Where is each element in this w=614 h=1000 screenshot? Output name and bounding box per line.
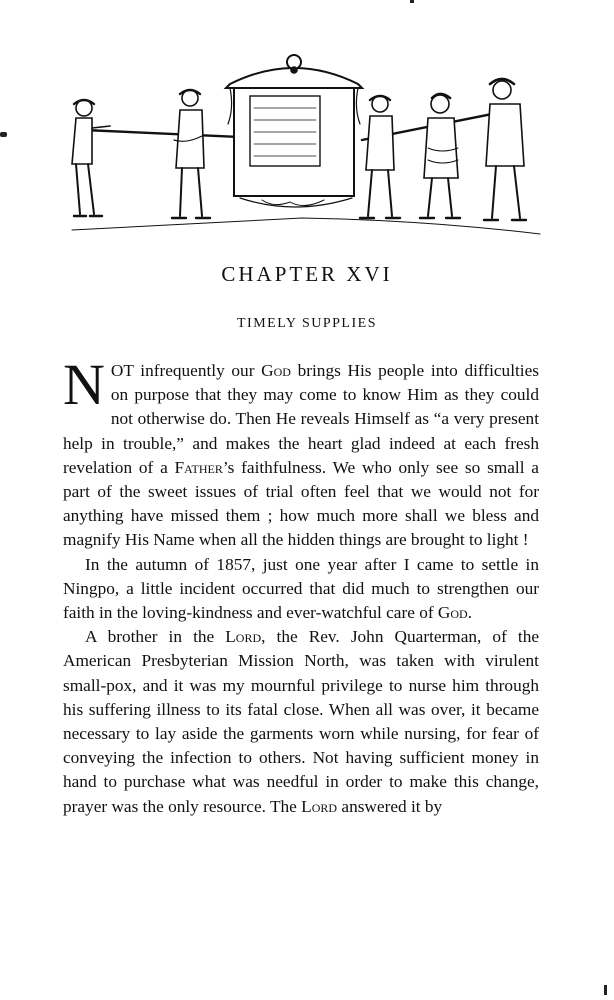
bearer-5 [484, 79, 526, 220]
section-title: TIMELY SUPPLIES [237, 316, 377, 331]
text-run: A brother in the [85, 627, 226, 647]
paragraph [63, 553, 539, 626]
small-caps-word: Father [174, 457, 223, 477]
chapter-title: CHAPTER XVI [221, 262, 393, 286]
body-text [63, 352, 540, 819]
ground-line [72, 218, 540, 234]
bearer-4 [420, 94, 460, 218]
bearer-2 [172, 90, 210, 218]
text-run: In the autumn of 1857, just one year after I came to settle in Ningpo, a little incident occurred that did much to strengthen our faith in the loving-kindness and ever-watchful care of [63, 554, 539, 623]
scan-mark-left [0, 132, 7, 137]
small-caps-word: God [437, 603, 468, 623]
paragraph [63, 625, 539, 819]
text-run: ’s faithfulness. We who only see so small a part of the sweet issues of trial often feel that we would not for anything have missed them ; how much more shall we bless and magnify His Name when all the hidden things are brought to light ! [63, 457, 539, 550]
small-caps-word: God [261, 361, 291, 380]
text-run: brings His people into difficulties on purpose that they may come to know Him as they could not otherwise do. Then He reveals Himself as “a very present help in trouble,” and makes the heart glad indeed at each fresh revelation of a [63, 361, 539, 477]
scan-mark-top [410, 0, 414, 3]
small-caps-word: Lord [301, 796, 338, 816]
bearer-1 [72, 100, 110, 216]
small-caps-word: Lord [225, 627, 262, 647]
bearer-3 [360, 96, 400, 218]
scan-mark-right [604, 985, 607, 995]
text-run: . [467, 603, 473, 623]
sedan-chair [226, 55, 362, 207]
paragraph [63, 352, 539, 553]
text-run: OT infrequently our [110, 361, 262, 380]
drop-cap: N [63, 352, 105, 417]
text-run: , the Rev. John Quarterman, of the American Presbyterian Mission North, was taken with virulent small-pox, and it was my mournful privilege to nurse him through his suffering illness to its fatal close. When all was over, it became necessary to lay aside the garments worn while nursing, for fear of conveying the infection to others. Not having sufficient money in hand to purchase what was needful in order to make this change, prayer was the only resource. The [63, 627, 540, 816]
text-run: answered it by [337, 796, 443, 816]
sedan-chair-illustration [62, 48, 544, 244]
